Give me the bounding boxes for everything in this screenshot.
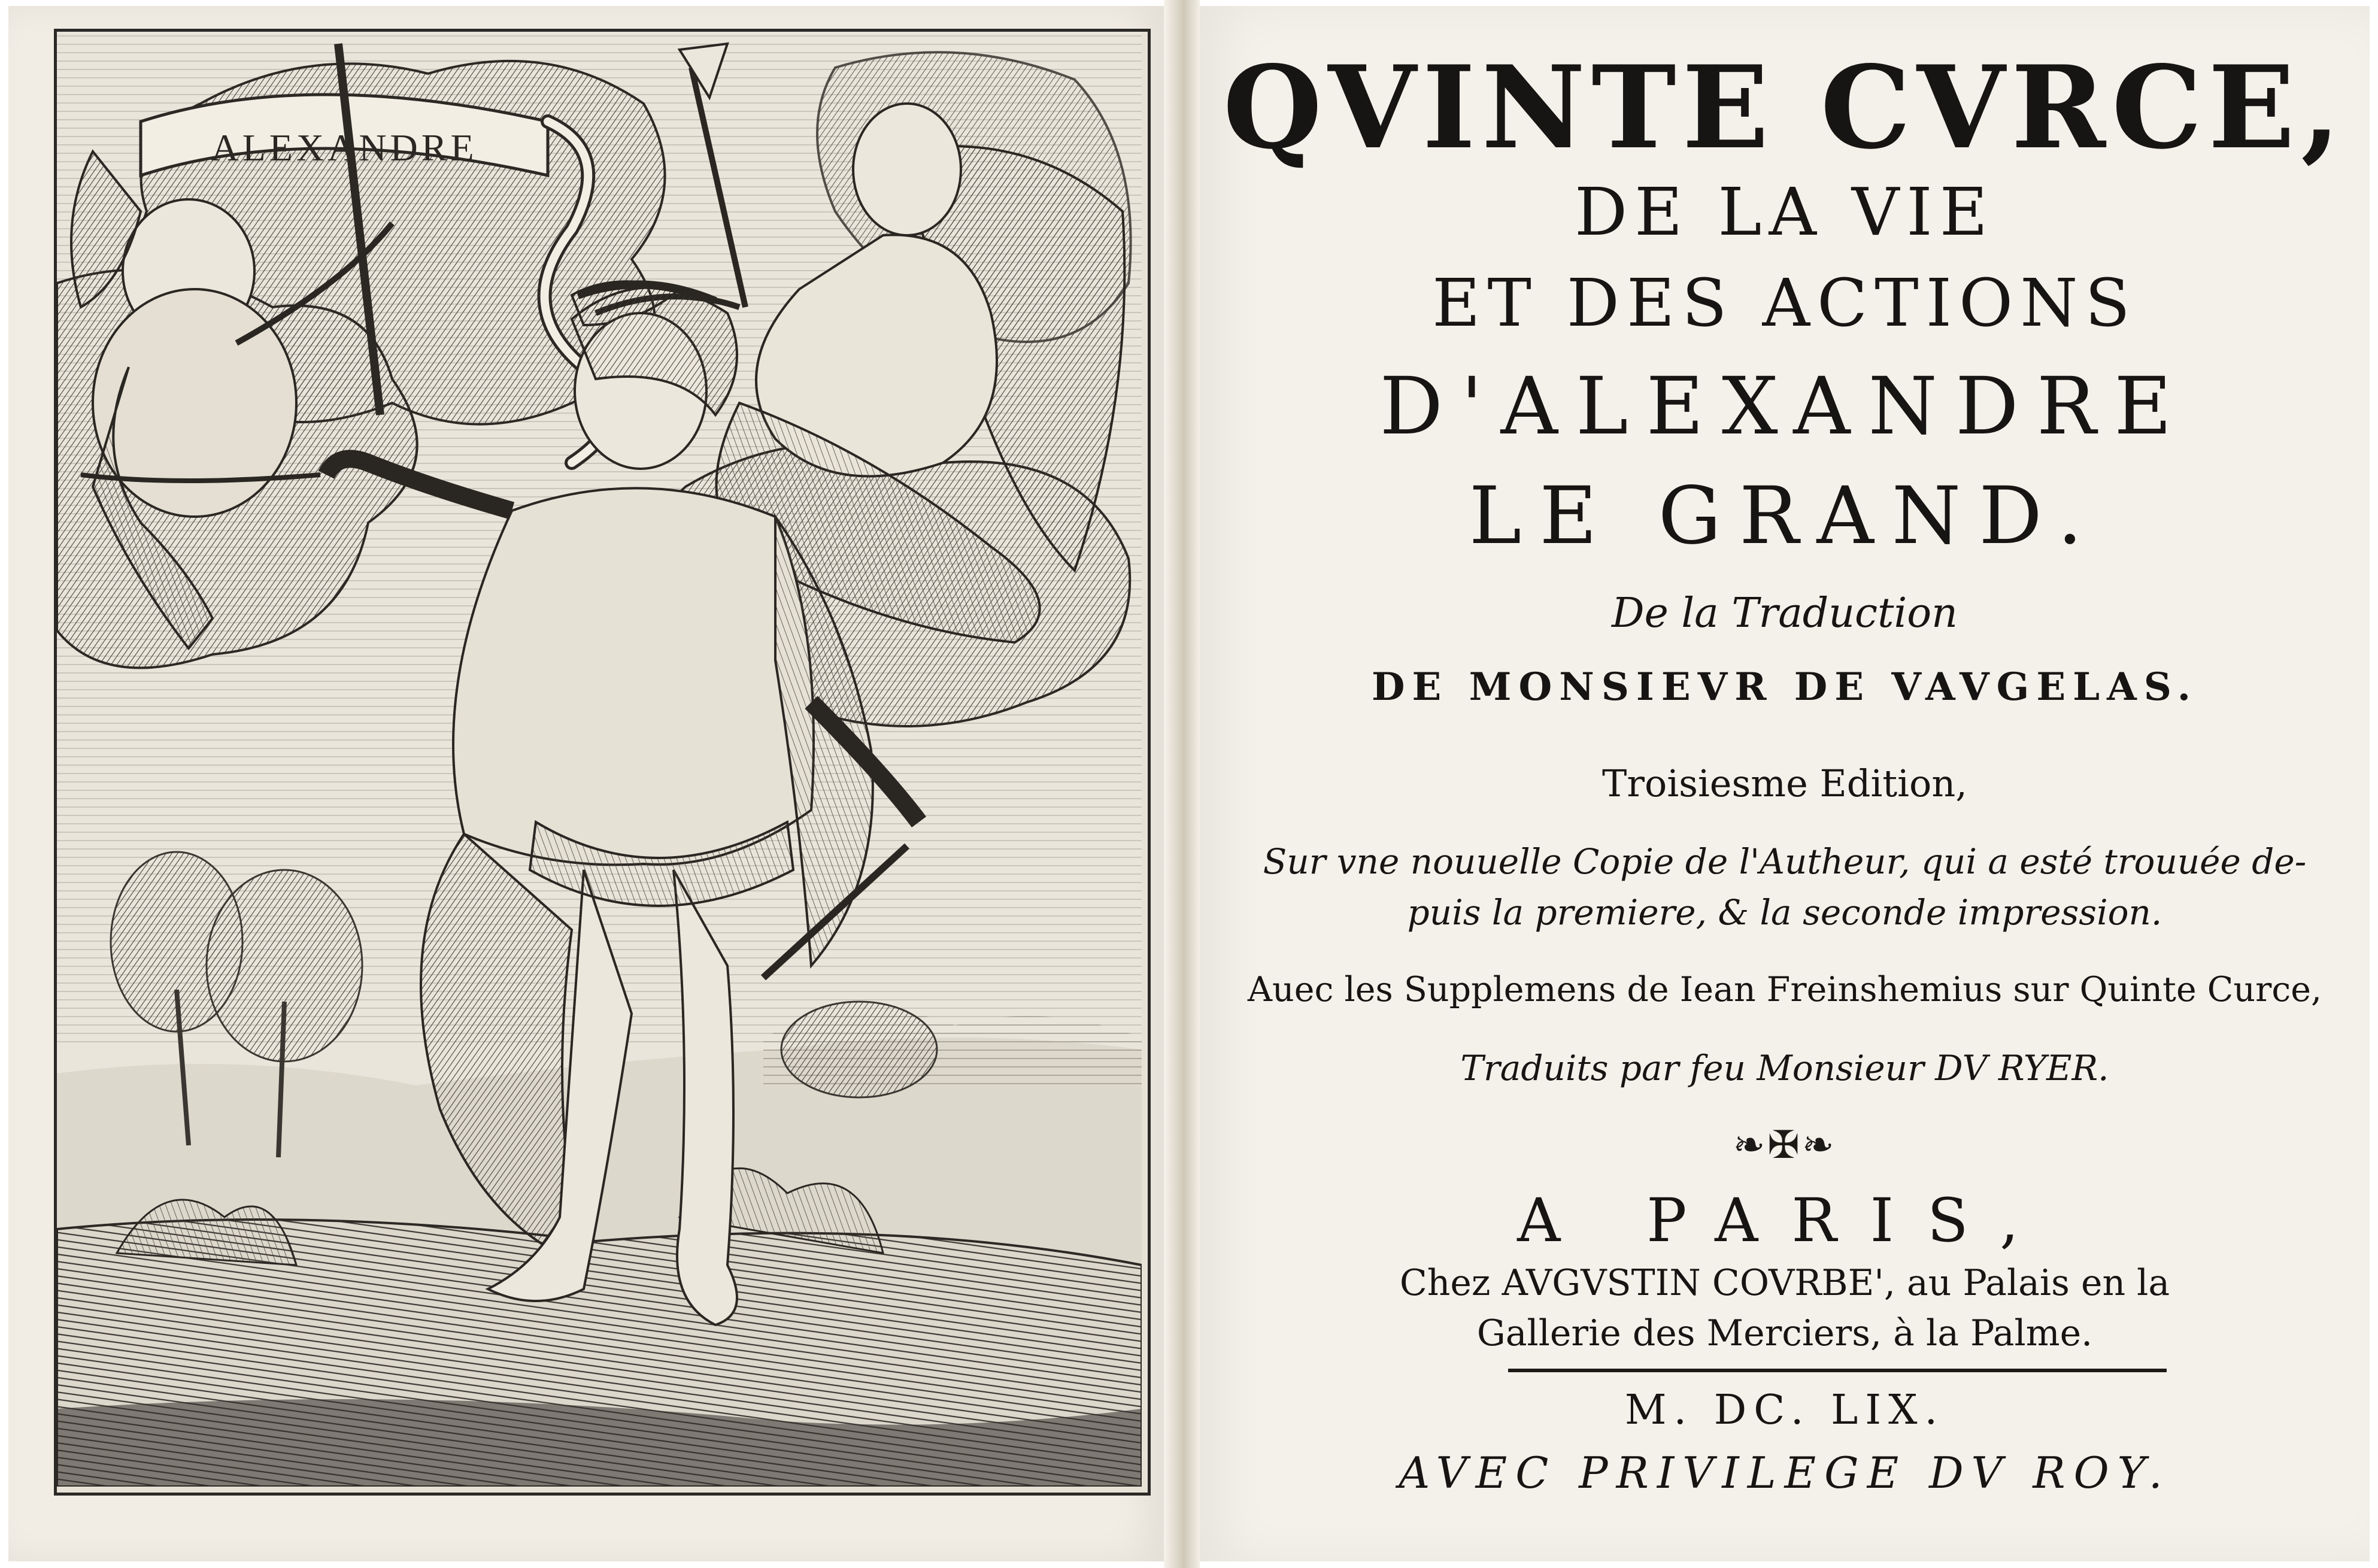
engraving-plate (54, 29, 1151, 1496)
engraving-illustration (57, 32, 1142, 1487)
title-line-5: LE GRAND. (1469, 470, 2101, 562)
title-rule (1508, 1369, 2167, 1372)
supplements-line: Auec les Supplemens de Iean Freinshemius sur Quinte Curce, (1247, 970, 2322, 1009)
printers-ornament: ❧✠❧ (1733, 1123, 1837, 1167)
title-page (1200, 6, 2370, 1561)
privilege-line: AVEC PRIVILEGE DV ROY. (1399, 1448, 2171, 1498)
book-gutter (1164, 0, 1200, 1568)
publisher-line-2: Gallerie des Merciers, à la Palme. (1476, 1312, 2093, 1354)
copy-note-line-1: Sur vne nouuelle Copie de l'Autheur, qui a esté trouuée de- (1263, 841, 2307, 882)
copy-note-line-2: puis la premiere, & la seconde impression. (1407, 892, 2162, 933)
supplements-translator: Traduits par feu Monsieur DV RYER. (1460, 1048, 2109, 1088)
title-line-1: QVINTE CVRCE, (1223, 41, 2347, 174)
frontispiece-page (8, 6, 1164, 1561)
publisher-line-1: Chez AVGVSTIN COVRBE', au Palais en la (1399, 1262, 2170, 1304)
translator-name: DE MONSIEVR DE VAVGELAS. (1372, 665, 2198, 709)
title-line-2: DE LA VIE (1574, 174, 1995, 250)
banner-text: ALEXANDRE (211, 126, 478, 169)
title-line-3: ET DES ACTIONS (1432, 265, 2137, 341)
title-line-4: D'ALEXANDRE (1379, 360, 2190, 453)
translation-line: De la Traduction (1612, 590, 1958, 637)
city-line: A PARIS, (1517, 1185, 2052, 1255)
imprint-year: M. DC. LIX. (1624, 1387, 1945, 1434)
edition-statement: Troisiesme Edition, (1602, 762, 1967, 805)
